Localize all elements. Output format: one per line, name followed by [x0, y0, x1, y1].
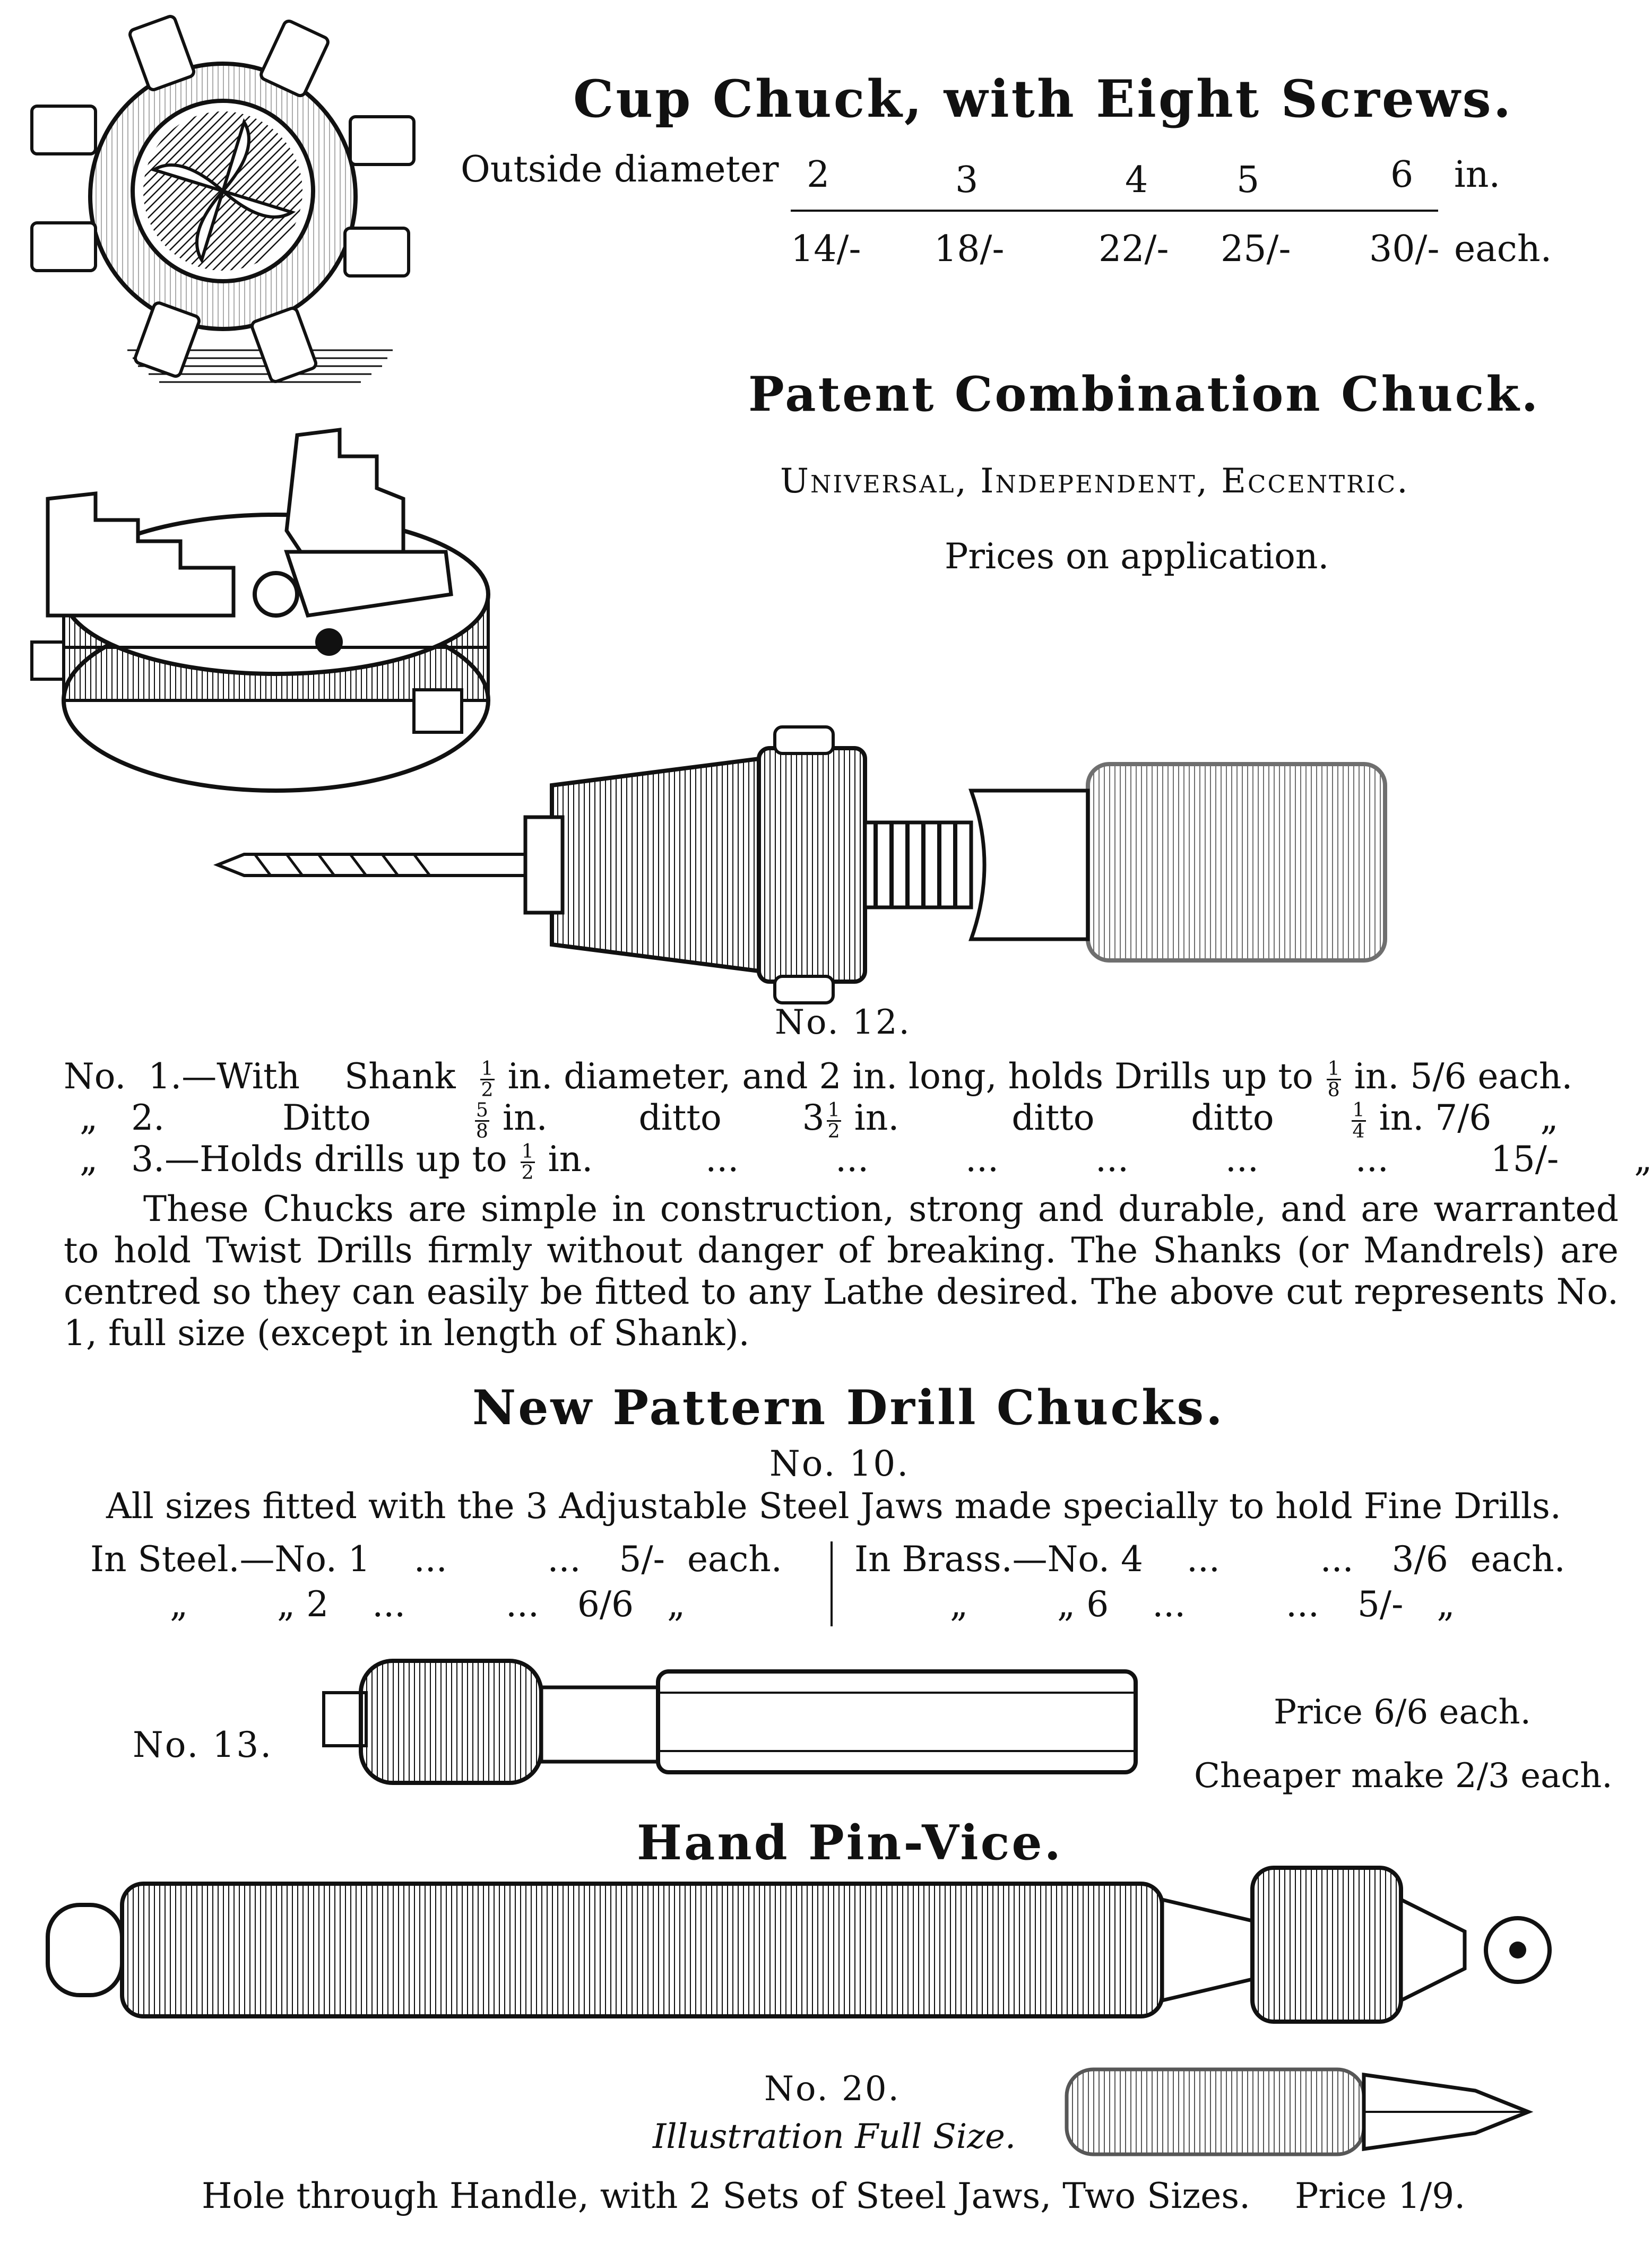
pin-vice-jaws-illustration [1061, 2059, 1539, 2165]
row-num: 2. [131, 1097, 165, 1138]
no12-caption: No. 12. [775, 1003, 911, 1042]
row-text: in. [502, 1097, 548, 1138]
price-cell: 25/- [1221, 228, 1291, 270]
steel-unit: „ [667, 1584, 686, 1625]
no12-row-1 [64, 1056, 1572, 1099]
combination-chuck-subtitle: Universal, Independent, Eccentric. [780, 462, 1409, 501]
cup-chuck-row-label: Outside diameter [461, 149, 779, 190]
no13-price: Price 6/6 each. [1274, 1693, 1531, 1732]
table-rule [791, 210, 1438, 212]
no12-description: These Chucks are simple in construction, strong and durable, and are warranted to hold Twist Drills firmly without danger of breaking. The Shanks (or Mandrels) are centred so they can easily be fitted to any Lathe desired. The above cut represents No. 1, full size (except in length of Shank). [64, 1189, 1619, 1354]
price-cell: 22/- [1099, 228, 1169, 270]
ditto-marks: „ „ [950, 1584, 1076, 1625]
steel-row-2 [170, 1584, 685, 1625]
steel-unit: each. [687, 1539, 782, 1580]
size-cell: 6 [1390, 154, 1414, 196]
column-divider [831, 1541, 833, 1626]
dots: ... [965, 1139, 999, 1180]
steel-price: 6/6 [577, 1584, 634, 1625]
no13-drill-chuck-illustration [318, 1645, 1146, 1793]
steel-row-1 [90, 1539, 782, 1580]
no13-caption: No. 13. [133, 1725, 273, 1765]
size-cell: 3 [955, 159, 979, 201]
no13-cheaper: Cheaper make 2/3 each. [1194, 1756, 1613, 1796]
row-text: in. [1379, 1097, 1424, 1138]
row-price: 7/6 [1435, 1097, 1492, 1138]
ditto-marks: „ „ [170, 1584, 296, 1625]
steel-no: 2 [306, 1584, 329, 1625]
row-text: in. long, holds Drills up to [852, 1056, 1313, 1097]
fraction: $\frac{1}{2}$ [521, 1140, 534, 1184]
drill-chucks-title: New Pattern Drill Chucks. [472, 1380, 1225, 1436]
row-text: in. diameter, and [507, 1056, 808, 1097]
pin-vice-title: Hand Pin-Vice. [637, 1815, 1063, 1871]
brass-row-1 [854, 1539, 1565, 1580]
pin-vice-illustration [42, 1857, 1560, 2032]
row-text: in. [548, 1139, 593, 1180]
row-shank: Shank [344, 1056, 456, 1097]
row-trail: „ [1540, 1097, 1559, 1138]
fraction: $\frac{1}{2}$ [827, 1098, 840, 1142]
drill-chucks-description: All sizes fitted with the 3 Adjustable Steel Jaws made specially to hold Fine Drills. [106, 1486, 1561, 1527]
row-ditto: ditto [638, 1097, 722, 1138]
brass-unit: „ [1437, 1584, 1455, 1625]
pin-vice-footer: Hole through Handle, with 2 Sets of Steel Jaws, Two Sizes. [202, 2176, 1251, 2216]
brass-no: 6 [1086, 1584, 1109, 1625]
dots: ... [1095, 1139, 1129, 1180]
row-lead: „ [80, 1097, 98, 1138]
fraction: $\frac{1}{8}$ [1327, 1057, 1340, 1101]
size-cell: 2 [807, 154, 830, 196]
pin-vice-price: Price 1/9. [1295, 2176, 1466, 2216]
pin-vice-illustration-note: Illustration Full Size. [653, 2117, 1016, 2156]
price-cell: 30/- [1369, 228, 1440, 270]
cup-chuck-illustration [21, 11, 435, 398]
combination-chuck-title: Patent Combination Chuck. [748, 366, 1541, 422]
dots: ... ... [1152, 1584, 1319, 1625]
row-trail: „ [1634, 1139, 1652, 1180]
row-num: 1.—With [148, 1056, 300, 1097]
row-num: 3.—Holds drills up to [131, 1139, 507, 1180]
row-lead: „ [80, 1139, 98, 1180]
row-ditto: ditto [1191, 1097, 1274, 1138]
row-ditto: ditto [1011, 1097, 1095, 1138]
dots: ... [1225, 1139, 1259, 1180]
combination-chuck-prices-note: Prices on application. [945, 536, 1329, 577]
dots: ... ... [413, 1539, 581, 1580]
drill-chucks-number: No. 10. [769, 1443, 910, 1484]
steel-label: In Steel.—No. [90, 1539, 337, 1580]
row-price: 5/6 each. [1410, 1056, 1573, 1097]
row-lead: No. [64, 1056, 126, 1097]
steel-no: 1 [348, 1539, 370, 1580]
size-cell: 5 [1236, 159, 1260, 201]
fraction: $\frac{1}{2}$ [481, 1057, 494, 1101]
cup-chuck-title: Cup Chuck, with Eight Screws. [573, 69, 1513, 129]
size-cell: 4 [1125, 159, 1148, 201]
dots: ... [835, 1139, 869, 1180]
steel-price: 5/- [619, 1539, 665, 1580]
price-unit: each. [1454, 228, 1552, 270]
dots: ... ... [1186, 1539, 1354, 1580]
dots: ... ... [372, 1584, 539, 1625]
brass-unit: each. [1470, 1539, 1565, 1580]
price-cell: 14/- [791, 228, 861, 270]
fraction: $\frac{5}{8}$ [475, 1098, 488, 1142]
row-ditto: Ditto [282, 1097, 371, 1138]
row-text: in. [854, 1097, 899, 1138]
no12-row-2 [80, 1097, 1559, 1141]
brass-label: In Brass.—No. [854, 1539, 1110, 1580]
brass-no: 4 [1120, 1539, 1143, 1580]
no12-row-3 [80, 1139, 1652, 1182]
dots: ... [705, 1139, 739, 1180]
brass-row-2 [950, 1584, 1455, 1625]
size-unit: in. [1454, 154, 1501, 196]
row-length: 3 [802, 1097, 825, 1138]
row-text: in. [1354, 1056, 1399, 1097]
dots: ... [1355, 1139, 1389, 1180]
row-price: 15/- [1490, 1139, 1559, 1180]
brass-price: 3/6 [1391, 1539, 1448, 1580]
fraction: $\frac{1}{4}$ [1352, 1098, 1365, 1142]
row-length: 2 [819, 1056, 842, 1097]
pin-vice-number: No. 20. [764, 2069, 901, 2109]
no12-drill-chuck-illustration [212, 727, 1401, 1003]
price-cell: 18/- [934, 228, 1005, 270]
brass-price: 5/- [1357, 1584, 1404, 1625]
